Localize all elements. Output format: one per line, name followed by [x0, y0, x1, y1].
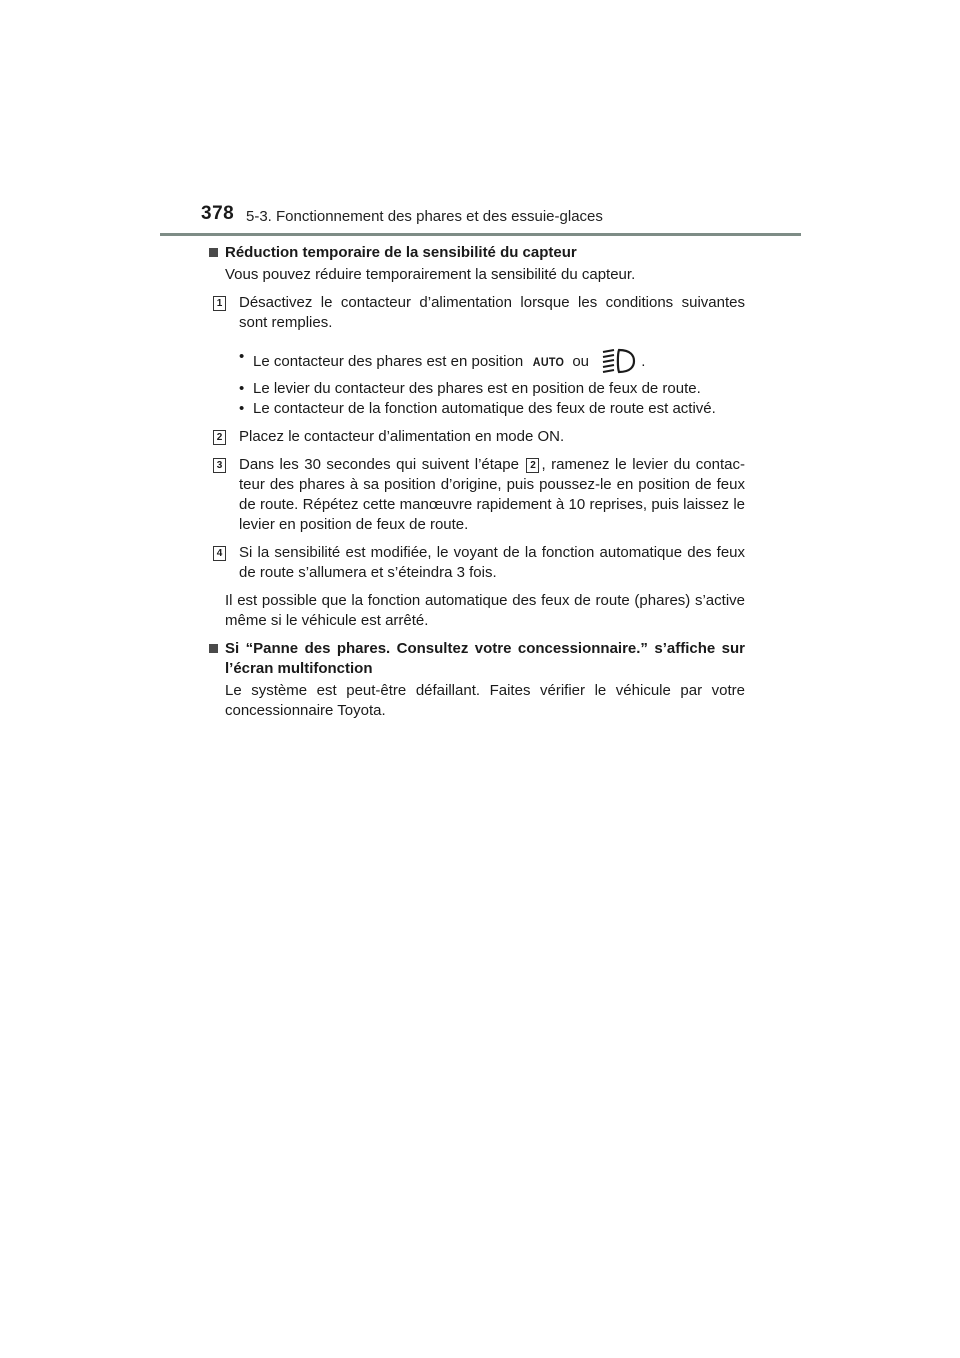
section-heading-sensitivity [209, 243, 745, 263]
step-text: Placez le contacteur d’alimentation en mode ON. [239, 428, 565, 445]
step-number-box: 2 [213, 430, 226, 445]
note-text: Il est possible que la fonction automatique des feux de route (phares) s’active même si le véhicule est arrêté. [225, 592, 745, 629]
auto-symbol: AUTO [533, 355, 565, 369]
square-bullet-icon [209, 248, 218, 257]
step-reference-box: 2 [526, 458, 539, 473]
page-content [209, 243, 745, 721]
heading-text: Réduction temporaire de la sensibilité du capteur [225, 244, 577, 261]
step-3 [209, 455, 745, 535]
section-title: 5-3. Fonctionnement des phares et des essuie-glaces [246, 208, 603, 225]
list-item-text: Le contacteur des phares est en position [253, 353, 524, 370]
step-number-box: 1 [213, 296, 226, 311]
list-item-text: Le levier du contacteur des phares est en position de feux de route. [253, 380, 701, 397]
step-number-box: 3 [213, 458, 226, 473]
step-text-continued: , ramenez le levier du contac-teur des phares à sa position d’origine, puis poussez-le en position de feux de route. Répétez cette manœuvre rapidement à 10 reprises, puis laissez le levier en position de feux de route. [239, 456, 745, 533]
square-bullet-icon [209, 644, 218, 653]
list-item: • Le contacteur de la fonction automatique des feux de route est activé. [239, 400, 716, 417]
failure-text: Le système est peut-être défaillant. Faites vérifier le véhicule par votre concessionnaire Toyota. [225, 682, 745, 719]
period-text: . [641, 353, 646, 370]
or-text: ou [572, 353, 590, 370]
list-item-text: Le contacteur de la fonction automatique des feux de route est activé. [253, 400, 716, 417]
headlight-low-beam-icon [601, 347, 637, 375]
step-text: Désactivez le contacteur d’alimentation lorsque les conditions suivantes sont remplies. [239, 294, 745, 331]
step-text: Si la sensibilité est modifiée, le voyant de la fonction automatique des feux de route s’allumera et s’éteindra 3 fois. [239, 544, 745, 581]
step-2 [209, 427, 745, 447]
list-item: • Le levier du contacteur des phares est en position de feux de route. [239, 380, 701, 397]
step-text: Dans les 30 secondes qui suivent l’étape [239, 456, 519, 473]
intro-text: Vous pouvez réduire temporairement la sensibilité du capteur. [225, 266, 636, 283]
heading-text: Si “Panne des phares. Consultez votre concessionnaire.” s’affiche sur l’écran multifonction [225, 640, 745, 677]
step-number-box: 4 [213, 546, 226, 561]
step-1 [209, 293, 745, 333]
list-item: • Le contacteur des phares est en position AUTO ou . [239, 347, 745, 375]
step-4 [209, 543, 745, 583]
section-heading-failure [209, 639, 745, 679]
conditions-list [209, 347, 745, 419]
page-number: 378 [201, 203, 235, 224]
header-rule [160, 233, 801, 236]
